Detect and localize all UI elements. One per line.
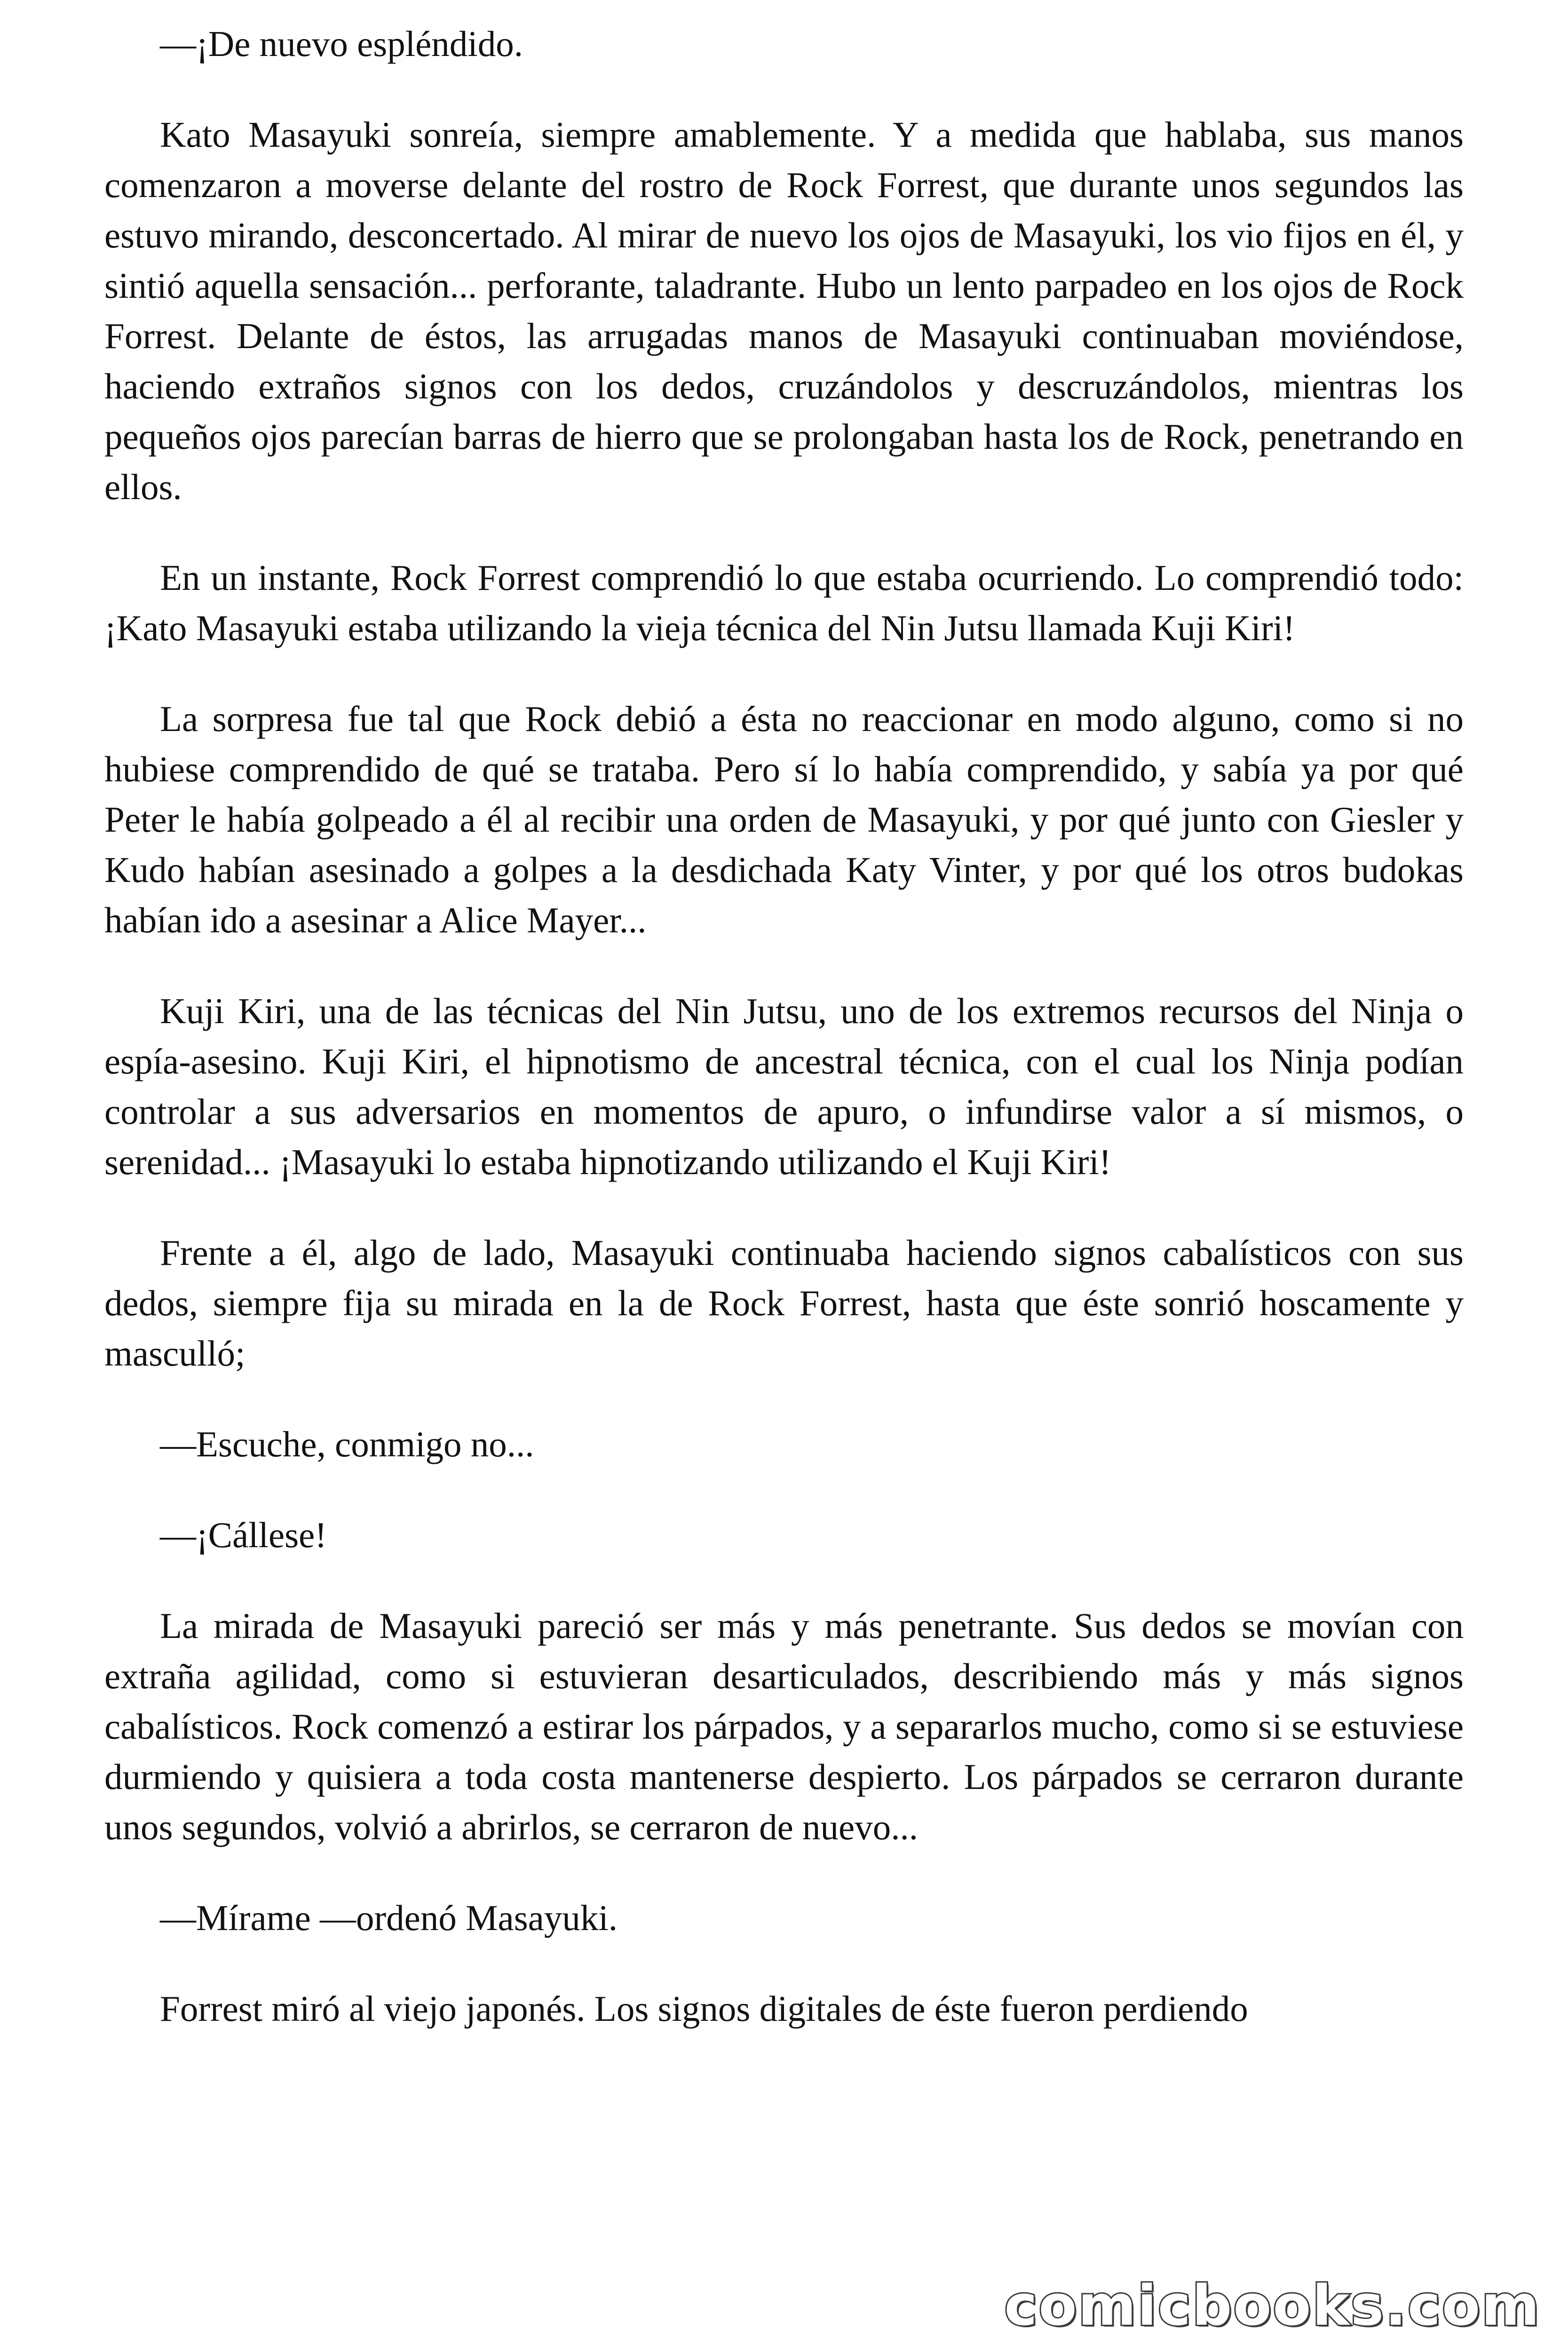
paragraph-dialogue-escuche: —Escuche, conmigo no... [160, 1424, 534, 1464]
paragraph-dialogue-callese: —¡Cállese! [160, 1515, 327, 1555]
paragraph-dialogue-mirame: —Mírame —ordenó Masayuki. [160, 1898, 618, 1938]
paragraph-la-mirada: La mirada de Masayuki pareció ser más y más penetrante. Sus dedos se movían con extraña agilidad, como si estuvieran desarticulados, describiendo más y más signos cabalísticos. Rock comenzó a estirar los párpados, y a separarlos mucho, como si se estuviese durmiendo y quisiera a toda costa mantenerse despierto. Los párpados se cerraron durante unos segundos, volvió a abrirlos, se cerraron de nuevo... [104, 1605, 1464, 1847]
paragraph-la-sorpresa: La sorpresa fue tal que Rock debió a ésta no reaccionar en modo alguno, como si no hubiese comprendido de qué se trataba. Pero sí lo había comprendido, y sabía ya por qué Peter le había golpeado a él al recibir una orden de Masayuki, y por qué junto con Giesler y Kudo habían asesinado a golpes a la desdichada Katy Vinter, y por qué los otros budokas habían ido a asesinar a Alice Mayer... [104, 699, 1464, 940]
paragraph-rock-comprendio: En un instante, Rock Forrest comprendió lo que estaba ocurriendo. Lo comprendió todo: ¡Kato Masayuki estaba utilizando la vieja técnica del Nin Jutsu llamada Kuji Kiri! [104, 557, 1464, 648]
paragraph-forrest-miro: Forrest miró al viejo japonés. Los signos digitales de éste fueron perdiendo [160, 1988, 1248, 2029]
watermark-logo: comicbooks.com [1004, 2273, 1541, 2338]
paragraph-kuji-kiri: Kuji Kiri, una de las técnicas del Nin Jutsu, uno de los extremos recursos del Ninja o espía-asesino. Kuji Kiri, el hipnotismo de ancestral técnica, con el cual los Ninja podían controlar a sus adversarios en momentos de apuro, o infundirse valor a sí mismos, o serenidad... ¡Masayuki lo estaba hipnotizando utilizando el Kuji Kiri! [104, 991, 1464, 1182]
paragraph-dialogue-esplendido: —¡De nuevo espléndido. [160, 24, 523, 64]
book-page [104, 19, 1464, 2343]
paragraph-kato-sonreia: Kato Masayuki sonreía, siempre amablemente. Y a medida que hablaba, sus manos comenzaron a moverse delante del rostro de Rock Forrest, que durante unos segundos las estuvo mirando, desconcertado. Al mirar de nuevo los ojos de Masayuki, los vio fijos en él, y sintió aquella sensación... perforante, taladrante. Hubo un lento parpadeo en los ojos de Rock Forrest. Delante de éstos, las arrugadas manos de Masayuki continuaban moviéndose, haciendo extraños signos con los dedos, cruzándolos y descruzándolos, mientras los pequeños ojos parecían barras de hierro que se prolongaban hasta los de Rock, penetrando en ellos. [104, 114, 1464, 507]
paragraph-frente-a-el: Frente a él, algo de lado, Masayuki continuaba haciendo signos cabalísticos con sus dedos, siempre fija su mirada en la de Rock Forrest, hasta que éste sonrió hoscamente y masculló; [104, 1232, 1464, 1374]
